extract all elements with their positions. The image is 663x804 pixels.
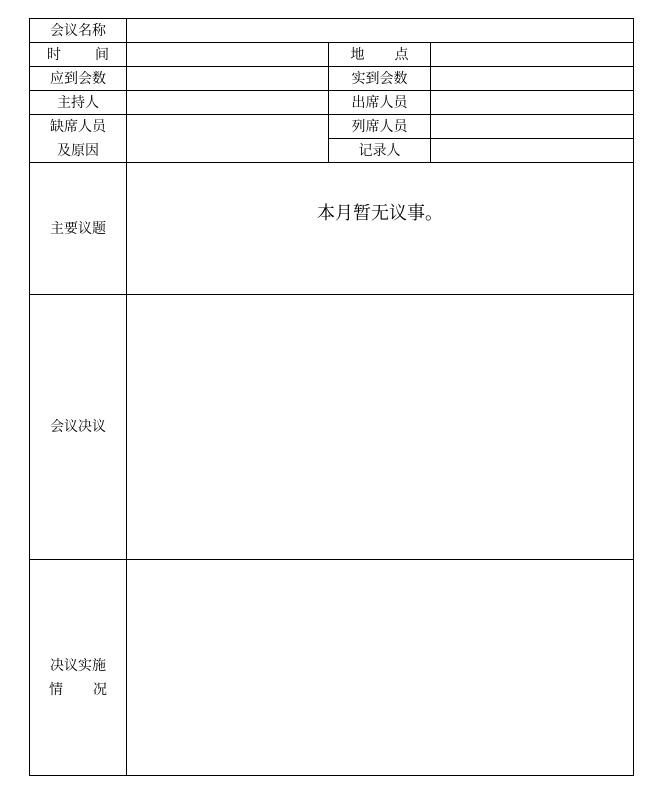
expected-count-label: 应到会数 bbox=[30, 67, 127, 91]
meeting-name-field[interactable] bbox=[127, 19, 634, 43]
row-topics bbox=[30, 163, 634, 295]
attendees-label: 出席人员 bbox=[329, 91, 431, 115]
actual-count-label: 实到会数 bbox=[329, 67, 431, 91]
meeting-record-form bbox=[29, 18, 634, 776]
time-label-text: 时 间 bbox=[47, 46, 109, 63]
row-resolution bbox=[30, 295, 634, 560]
attendees-field[interactable] bbox=[431, 91, 634, 115]
row-time-location bbox=[30, 43, 634, 67]
implementation-label bbox=[30, 560, 127, 776]
absent-label-line2: 及原因 bbox=[57, 142, 99, 159]
host-field[interactable] bbox=[127, 91, 329, 115]
time-field[interactable] bbox=[127, 43, 329, 67]
absent-label bbox=[30, 115, 127, 163]
row-implementation bbox=[30, 560, 634, 776]
implementation-field[interactable] bbox=[127, 560, 634, 776]
location-field[interactable] bbox=[431, 43, 634, 67]
actual-count-field[interactable] bbox=[431, 67, 634, 91]
location-label-text: 地 点 bbox=[350, 46, 409, 63]
row-absent-observers bbox=[30, 115, 634, 139]
implementation-label-line1: 决议实施 bbox=[50, 657, 106, 674]
resolution-label: 会议决议 bbox=[30, 295, 127, 560]
absent-field[interactable] bbox=[127, 115, 329, 163]
absent-label-line1: 缺席人员 bbox=[50, 118, 106, 135]
location-label bbox=[329, 43, 431, 67]
implementation-label-line2: 情况 bbox=[49, 681, 107, 698]
meeting-name-label: 会议名称 bbox=[30, 19, 127, 43]
expected-count-field[interactable] bbox=[127, 67, 329, 91]
topics-label: 主要议题 bbox=[30, 163, 127, 295]
row-host-attendees bbox=[30, 91, 634, 115]
resolution-field[interactable] bbox=[127, 295, 634, 560]
time-label bbox=[30, 43, 127, 67]
recorder-field[interactable] bbox=[431, 139, 634, 163]
observers-label: 列席人员 bbox=[329, 115, 431, 139]
observers-field[interactable] bbox=[431, 115, 634, 139]
row-counts bbox=[30, 67, 634, 91]
recorder-label: 记录人 bbox=[329, 139, 431, 163]
topics-text: 本月暂无议事。 bbox=[317, 202, 443, 224]
host-label: 主持人 bbox=[30, 91, 127, 115]
topics-field[interactable] bbox=[127, 163, 634, 295]
row-meeting-name bbox=[30, 19, 634, 43]
